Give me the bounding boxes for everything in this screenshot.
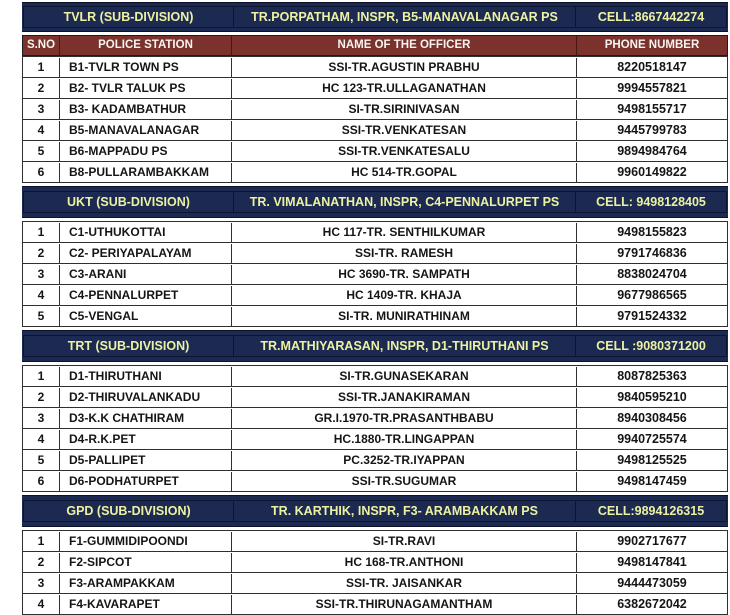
row-police-station: D3-K.K CHATHIRAM: [59, 409, 231, 428]
row-serial-number: 6: [37, 164, 45, 179]
row-police-station: F4-KAVARAPET: [59, 595, 231, 614]
row-police-station: B1-TVLR TOWN PS: [59, 58, 231, 77]
row-serial-number: 4: [37, 287, 45, 302]
row-phone-number: 9902717677: [617, 533, 687, 548]
row-serial-number: 1: [37, 59, 45, 74]
table-row: [22, 264, 728, 285]
division-title: UKT (SUB-DIVISION): [67, 195, 190, 209]
row-serial-number: 3: [37, 410, 45, 425]
row-phone-number: 9498147841: [617, 554, 687, 569]
table-row: [22, 387, 728, 408]
row-phone-number: 9791524332: [617, 308, 687, 323]
row-officer-name: HC 3690-TR. SAMPATH: [231, 265, 577, 284]
row-serial-number: 2: [37, 554, 45, 569]
row-serial-number: 2: [37, 80, 45, 95]
row-phone-number: 9791746836: [617, 245, 687, 260]
row-officer-name: HC 168-TR.ANTHONI: [231, 553, 577, 572]
row-serial-number: 2: [37, 389, 45, 404]
row-police-station: F3-ARAMPAKKAM: [59, 574, 231, 593]
division-title: TRT (SUB-DIVISION): [67, 339, 190, 353]
table-row: [22, 57, 728, 78]
row-police-station: C1-UTHUKOTTAI: [59, 223, 231, 242]
row-phone-number: 8940308456: [617, 410, 687, 425]
row-officer-name: SSI-TR.THIRUNAGAMANTHAM: [231, 595, 577, 614]
table-row: [22, 594, 728, 615]
row-police-station: D5-PALLIPET: [59, 451, 231, 470]
division-header-row: [23, 500, 727, 522]
row-serial-number: 3: [37, 575, 45, 590]
row-police-station: B8-PULLARAMBAKKAM: [59, 163, 231, 182]
row-serial-number: 4: [37, 596, 45, 611]
row-phone-number: 9994557821: [617, 80, 687, 95]
row-officer-name: GR.I.1970-TR.PRASANTHBABU: [231, 409, 577, 428]
section-rows: [22, 56, 728, 183]
division-inspector: TR.PORPATHAM, INSPR, B5-MANAVALANAGAR PS: [233, 7, 576, 27]
division-header: [22, 186, 728, 218]
division-header: [22, 330, 728, 362]
row-police-station: F2-SIPCOT: [59, 553, 231, 572]
table-row: [22, 78, 728, 99]
row-phone-number: 8838024704: [617, 266, 687, 281]
row-officer-name: SSI-TR. JAISANKAR: [231, 574, 577, 593]
division-header-row: [23, 335, 727, 357]
division-cell-number: CELL:9894126315: [597, 504, 705, 518]
division-inspector: TR. VIMALANATHAN, INSPR, C4-PENNALURPET PS: [233, 192, 576, 212]
row-phone-number: 9498155823: [617, 224, 687, 239]
row-police-station: B5-MANAVALANAGAR: [59, 121, 231, 140]
table-row: [22, 531, 728, 552]
row-phone-number: 9498147459: [617, 473, 687, 488]
row-officer-name: HC 117-TR. SENTHILKUMAR: [231, 223, 577, 242]
table-row: [22, 120, 728, 141]
division-title: TVLR (SUB-DIVISION): [63, 10, 194, 24]
row-police-station: B3- KADAMBATHUR: [59, 100, 231, 119]
row-officer-name: SSI-TR.SUGUMAR: [231, 472, 577, 491]
row-phone-number: 9444473059: [617, 575, 687, 590]
section-rows: [22, 365, 728, 492]
division-title: GPD (SUB-DIVISION): [66, 504, 191, 518]
row-serial-number: 5: [37, 308, 45, 323]
row-phone-number: 9840595210: [617, 389, 687, 404]
table-row: [22, 222, 728, 243]
row-serial-number: 3: [37, 266, 45, 281]
division-header: [22, 2, 728, 32]
row-serial-number: 1: [37, 368, 45, 383]
row-officer-name: SI-TR.SIRINIVASAN: [231, 100, 577, 119]
table-row: [22, 450, 728, 471]
row-phone-number: 9445799783: [617, 122, 687, 137]
table-row: [22, 471, 728, 492]
row-phone-number: 8087825363: [617, 368, 687, 383]
table-row: [22, 162, 728, 183]
row-officer-name: SSI-TR.JANAKIRAMAN: [231, 388, 577, 407]
row-police-station: B6-MAPPADU PS: [59, 142, 231, 161]
table-row: [22, 285, 728, 306]
table-row: [22, 408, 728, 429]
table-row: [22, 366, 728, 387]
row-phone-number: 9960149822: [617, 164, 687, 179]
section-rows: [22, 530, 728, 615]
division-cell-number: CELL :9080371200: [596, 339, 706, 353]
division-header: [22, 495, 728, 527]
column-header-sno: S.NO: [26, 39, 56, 51]
table-row: [22, 141, 728, 162]
row-serial-number: 5: [37, 143, 45, 158]
table-row: [22, 552, 728, 573]
row-serial-number: 1: [37, 224, 45, 239]
section-rows: [22, 221, 728, 327]
division-inspector: TR.MATHIYARASAN, INSPR, D1-THIRUTHANI PS: [233, 336, 576, 356]
row-police-station: C2- PERIYAPALAYAM: [59, 244, 231, 263]
row-officer-name: HC.1880-TR.LINGAPPAN: [231, 430, 577, 449]
police-contact-table: [22, 2, 728, 615]
division-inspector: TR. KARTHIK, INSPR, F3- ARAMBAKKAM PS: [233, 501, 576, 521]
table-row: [22, 243, 728, 264]
row-officer-name: SI-TR. MUNIRATHINAM: [231, 307, 577, 326]
row-police-station: D6-PODHATURPET: [59, 472, 231, 491]
row-phone-number: 6382672042: [617, 596, 687, 611]
row-police-station: F1-GUMMIDIPOONDI: [59, 532, 231, 551]
row-police-station: D2-THIRUVALANKADU: [59, 388, 231, 407]
row-officer-name: HC 514-TR.GOPAL: [231, 163, 577, 182]
row-officer-name: SSI-TR.VENKATESAN: [231, 121, 577, 140]
division-header-row: [23, 191, 727, 213]
row-phone-number: 9894984764: [617, 143, 687, 158]
row-serial-number: 1: [37, 533, 45, 548]
column-header-row: [22, 35, 728, 56]
row-police-station: B2- TVLR TALUK PS: [59, 79, 231, 98]
row-officer-name: HC 1409-TR. KHAJA: [231, 286, 577, 305]
row-serial-number: 4: [37, 431, 45, 446]
division-cell-number: CELL: 9498128405: [596, 195, 706, 209]
row-serial-number: 6: [37, 473, 45, 488]
row-police-station: C5-VENGAL: [59, 307, 231, 326]
column-header-officer: NAME OF THE OFFICER: [231, 36, 577, 55]
row-officer-name: SSI-TR. RAMESH: [231, 244, 577, 263]
table-row: [22, 99, 728, 120]
row-serial-number: 2: [37, 245, 45, 260]
row-phone-number: 9940725574: [617, 431, 687, 446]
row-officer-name: SSI-TR.VENKATESALU: [231, 142, 577, 161]
row-officer-name: HC 123-TR.ULLAGANATHAN: [231, 79, 577, 98]
row-phone-number: 9677986565: [617, 287, 687, 302]
row-phone-number: 9498125525: [617, 452, 687, 467]
row-officer-name: SI-TR.RAVI: [231, 532, 577, 551]
column-header-station: POLICE STATION: [59, 36, 231, 55]
row-serial-number: 5: [37, 452, 45, 467]
row-police-station: C3-ARANI: [59, 265, 231, 284]
division-cell-number: CELL:8667442274: [597, 10, 705, 24]
table-row: [22, 429, 728, 450]
column-header-phone: PHONE NUMBER: [604, 39, 700, 51]
row-officer-name: PC.3252-TR.IYAPPAN: [231, 451, 577, 470]
row-officer-name: SI-TR.GUNASEKARAN: [231, 367, 577, 386]
division-header-row: [23, 6, 727, 28]
row-phone-number: 8220518147: [617, 59, 687, 74]
row-police-station: C4-PENNALURPET: [59, 286, 231, 305]
row-officer-name: SSI-TR.AGUSTIN PRABHU: [231, 58, 577, 77]
row-phone-number: 9498155717: [617, 101, 687, 116]
row-police-station: D1-THIRUTHANI: [59, 367, 231, 386]
table-row: [22, 306, 728, 327]
row-serial-number: 4: [37, 122, 45, 137]
table-row: [22, 573, 728, 594]
row-serial-number: 3: [37, 101, 45, 116]
row-police-station: D4-R.K.PET: [59, 430, 231, 449]
